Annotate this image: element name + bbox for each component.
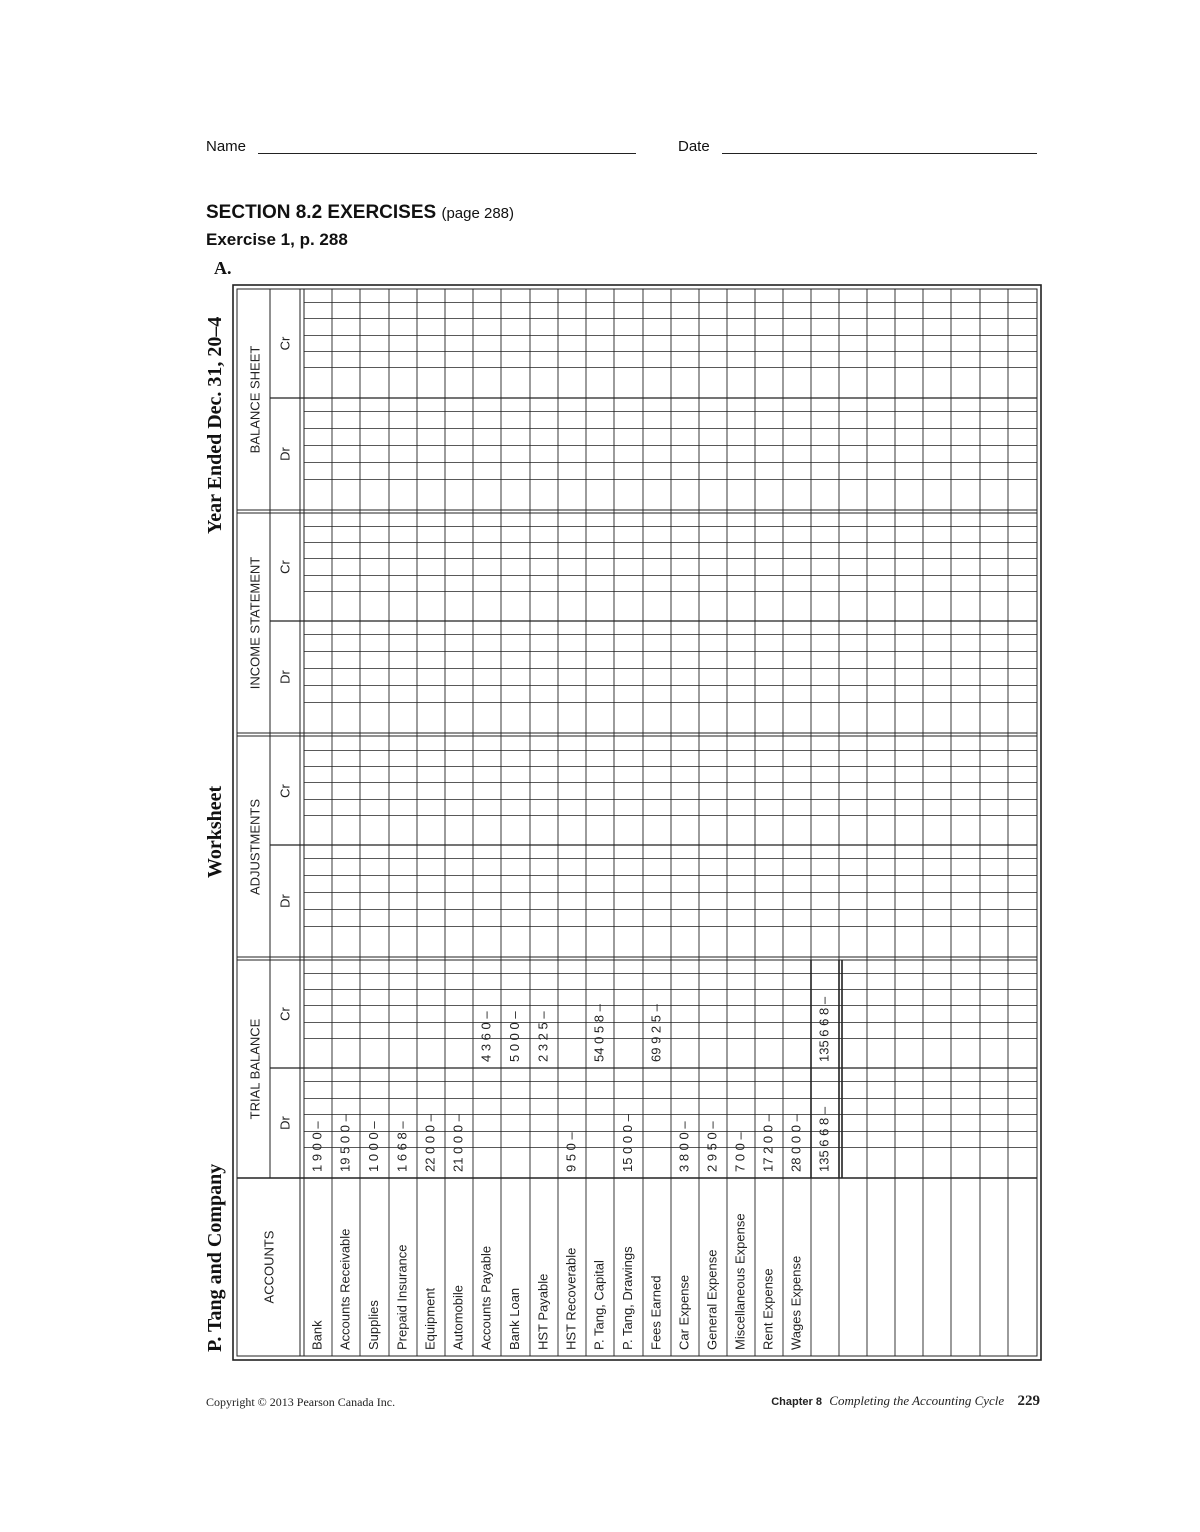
account-name: Miscellaneous Expense <box>732 1213 748 1350</box>
account-name: Accounts Payable <box>478 1245 494 1350</box>
trial-dr-amount: 9 5 0 – <box>563 1132 579 1172</box>
account-name: Accounts Receivable <box>337 1228 353 1350</box>
trial-dr-amount: 3 8 0 0 – <box>676 1121 692 1172</box>
adjustments-header: ADJUSTMENTS <box>247 798 263 896</box>
account-name: Automobile <box>450 1284 466 1350</box>
account-name: HST Payable <box>535 1273 551 1350</box>
cr-label: Cr <box>277 560 293 574</box>
account-name: Equipment <box>422 1287 438 1350</box>
chapter-footer <box>718 1393 1040 1410</box>
trial-dr-amount: 28 0 0 0 – <box>788 1114 804 1172</box>
trial-balance-header: TRIAL BALANCE <box>247 1018 263 1120</box>
trial-dr-total: 135 6 6 8 – <box>816 1106 832 1172</box>
exercise-part: A. <box>214 258 232 278</box>
trial-dr-amount: 2 9 5 0 – <box>704 1121 720 1172</box>
account-name: Rent Expense <box>760 1268 776 1350</box>
trial-dr-amount: 7 0 0 – <box>732 1132 748 1172</box>
date-field[interactable] <box>722 153 1037 154</box>
period-title: Year Ended Dec. 31, 20–4 <box>204 316 226 534</box>
dr-label: Dr <box>277 894 293 908</box>
account-name: Fees Earned <box>648 1275 664 1350</box>
account-name: Bank <box>309 1320 325 1350</box>
balance-sheet-header: BALANCE SHEET <box>247 345 263 454</box>
page-number: 229 <box>1017 1393 1040 1409</box>
trial-dr-amount: 21 0 0 0 – <box>450 1114 466 1172</box>
trial-cr-amount: 5 0 0 0 – <box>506 1011 522 1062</box>
trial-dr-amount: 1 6 6 8 – <box>394 1121 410 1172</box>
trial-dr-amount: 1 0 0 0 – <box>365 1121 381 1172</box>
trial-cr-total: 135 6 6 8 – <box>816 996 832 1062</box>
worksheet-inner-frame <box>237 289 1037 1356</box>
worksheet-frame <box>233 285 1041 1360</box>
date-label: Date <box>678 138 710 155</box>
dr-label: Dr <box>277 1116 293 1130</box>
income-statement-header: INCOME STATEMENT <box>247 556 263 690</box>
trial-cr-amount: 54 0 5 8 – <box>591 1004 607 1062</box>
account-name: General Expense <box>704 1249 720 1350</box>
exercise-title: Exercise 1, p. 288 <box>206 230 348 249</box>
dr-label: Dr <box>277 670 293 684</box>
trial-cr-amount: 69 9 2 5 – <box>648 1004 664 1062</box>
account-name: Bank Loan <box>506 1287 522 1350</box>
account-name: Wages Expense <box>788 1255 804 1350</box>
cr-label: Cr <box>277 336 293 351</box>
trial-cr-amount: 4 3 6 0 – <box>478 1011 494 1062</box>
account-name: P. Tang, Capital <box>591 1260 607 1350</box>
trial-cr-amount: 2 3 2 5 – <box>535 1011 551 1062</box>
chapter-label: Chapter 8 <box>771 1396 822 1408</box>
accounts-header: ACCOUNTS <box>261 1230 277 1304</box>
trial-dr-amount: 15 0 0 0 – <box>619 1114 635 1172</box>
trial-dr-amount: 17 2 0 0 – <box>760 1114 776 1172</box>
trial-dr-amount: 22 0 0 0 – <box>422 1114 438 1172</box>
cr-label: Cr <box>277 784 293 798</box>
dr-label: Dr <box>277 447 293 461</box>
account-name: Supplies <box>365 1300 381 1350</box>
section-title: SECTION 8.2 EXERCISES <box>206 202 437 223</box>
cr-label: Cr <box>277 1007 293 1021</box>
company-name: P. Tang and Company <box>204 1163 226 1352</box>
copyright-text: Copyright © 2013 Pearson Canada Inc. <box>206 1395 396 1409</box>
account-name: P. Tang, Drawings <box>619 1246 635 1350</box>
worksheet-title: Worksheet <box>204 785 226 878</box>
section-page-ref: (page 288) <box>441 205 515 222</box>
trial-dr-amount: 1 9 0 0 – <box>309 1121 325 1172</box>
chapter-title: Completing the Accounting Cycle <box>829 1393 1005 1408</box>
trial-dr-amount: 19 5 0 0 – <box>337 1114 353 1172</box>
name-label: Name <box>206 138 247 155</box>
name-field[interactable] <box>258 153 636 154</box>
section-heading <box>206 202 514 224</box>
account-name: HST Recoverable <box>563 1247 579 1350</box>
account-name: Prepaid Insurance <box>394 1244 410 1350</box>
account-name: Car Expense <box>676 1274 692 1350</box>
